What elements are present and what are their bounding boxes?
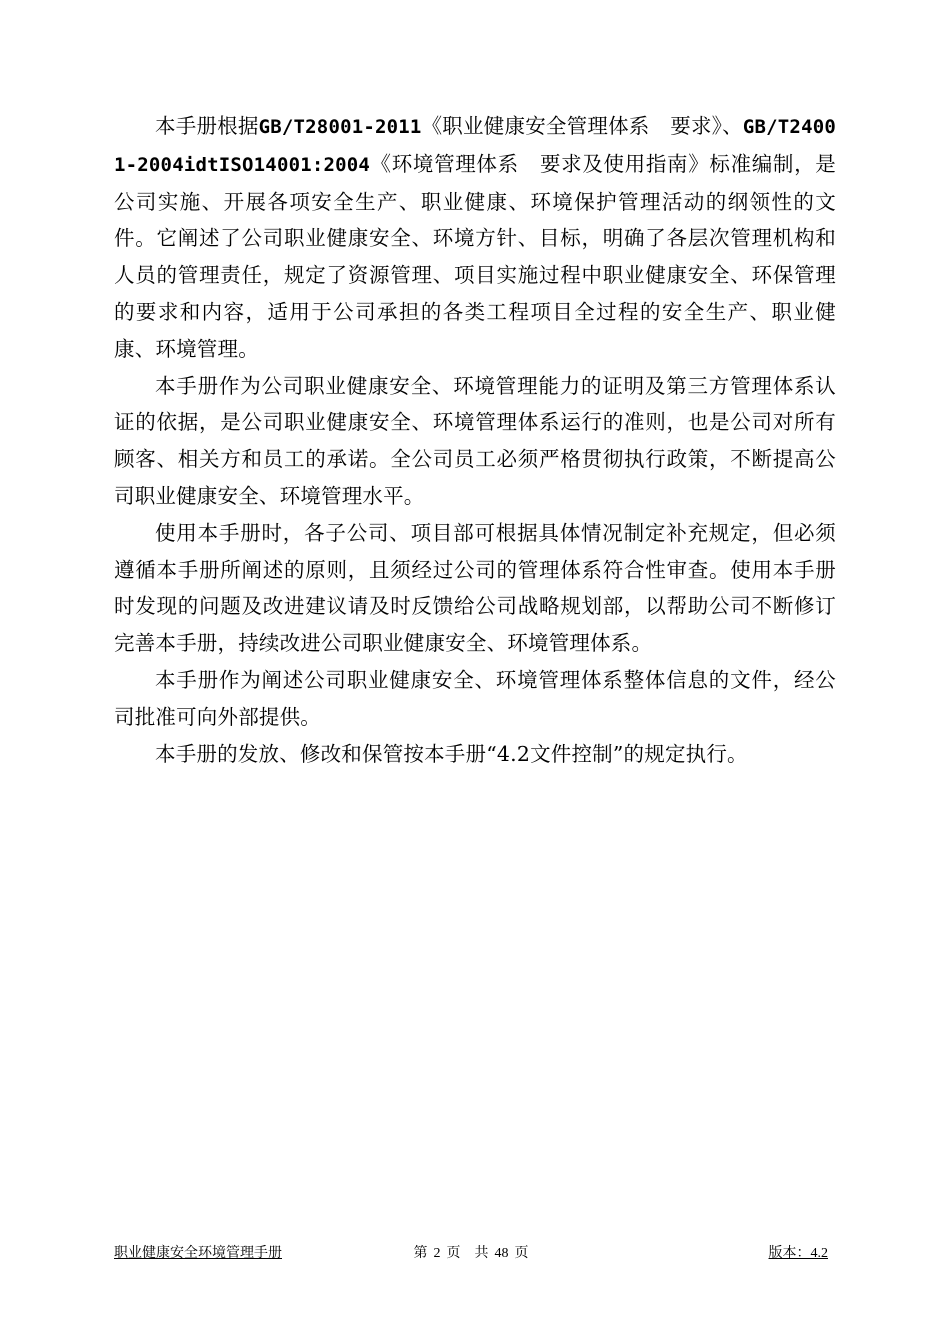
paragraph-external: 本手册作为阐述公司职业健康安全、环境管理体系整体信息的文件，经公司批准可向外部提供。: [114, 667, 836, 729]
document-body: [114, 108, 836, 772]
footer-version: 版本：4.2: [768, 1246, 828, 1261]
standard-code: GB/T28001-2011: [258, 116, 422, 138]
page-current: 2: [433, 1246, 441, 1261]
paragraph-text: 《职业健康安全管理体系 要求》、: [421, 114, 743, 138]
page-middle: 页 共: [446, 1246, 489, 1261]
paragraph-basis: 本手册作为公司职业健康安全、环境管理能力的证明及第三方管理体系认证的依据，是公司职业健康安全、环境管理体系运行的准则，也是公司对所有顾客、相关方和员工的承诺。全公司员工必须严格贯彻执行政策，不断提高公司职业健康安全、环境管理水平。: [114, 373, 836, 508]
standard-code: GB/T24001-2004idtISO14001:2004: [114, 116, 836, 176]
footer-page-number: [114, 1244, 828, 1264]
paragraph-control: 本手册的发放、修改和保管按本手册“4.2文件控制”的规定执行。: [155, 741, 748, 766]
paragraph-usage: 使用本手册时，各子公司、项目部可根据具体情况制定补充规定，但必须遵循本手册所阐述的原则，且须经过公司的管理体系符合性审查。使用本手册时发现的问题及改进建议请及时反馈给公司战略规划部，以帮助公司不断修订完善本手册，持续改进公司职业健康安全、环境管理体系。: [114, 520, 836, 656]
page-total: 48: [494, 1246, 509, 1261]
paragraph-text: 本手册根据: [155, 114, 259, 138]
page-suffix: 页: [514, 1246, 529, 1261]
paragraph-scope: [114, 108, 836, 368]
footer-manual-title: 职业健康安全环境管理手册: [114, 1246, 282, 1261]
page-prefix: 第: [413, 1246, 428, 1261]
paragraph-text: 《环境管理体系 要求及使用指南》标准编制，是公司实施、开展各项安全生产、职业健康、环境保护管理活动的纲领性的文件。它阐述了公司职业健康安全、环境方针、目标，明确了各层次管理机构和人员的管理责任，规定了资源管理、项目实施过程中职业健康安全、环保管理的要求和内容，适用于公司承担的各类工程项目全过程的安全生产、职业健康、环境管理。: [114, 151, 836, 361]
page-footer: [114, 1244, 828, 1268]
